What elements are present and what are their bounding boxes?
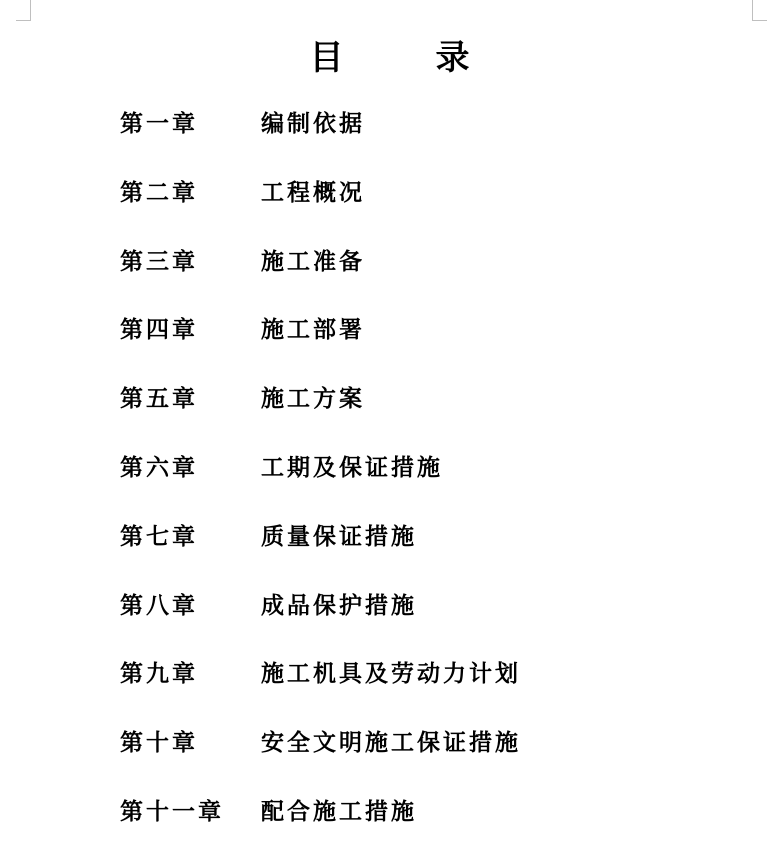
toc-entry bbox=[120, 379, 740, 448]
title-char-2: 录 bbox=[435, 38, 470, 78]
chapter-number: 第三章 bbox=[120, 247, 198, 275]
toc-entry bbox=[120, 654, 740, 723]
toc-entry bbox=[120, 723, 740, 792]
chapter-title: 编制依据 bbox=[261, 110, 365, 137]
chapter-number: 第一章 bbox=[120, 110, 198, 137]
chapter-title: 成品保护措施 bbox=[261, 591, 417, 619]
chapter-title: 质量保证措施 bbox=[261, 522, 417, 550]
chapter-number: 第十一章 bbox=[120, 797, 224, 825]
toc-entry bbox=[120, 310, 740, 379]
toc-entry bbox=[120, 586, 740, 655]
toc-entry bbox=[120, 242, 740, 311]
crop-mark-right bbox=[752, 0, 767, 21]
toc-entry bbox=[120, 517, 740, 586]
toc-list bbox=[120, 104, 740, 861]
chapter-title: 施工准备 bbox=[261, 247, 365, 275]
crop-mark-left bbox=[16, 0, 31, 21]
chapter-title: 配合施工措施 bbox=[261, 797, 417, 825]
chapter-number: 第四章 bbox=[120, 316, 198, 344]
chapter-title: 安全文明施工保证措施 bbox=[261, 729, 521, 757]
toc-entry bbox=[120, 792, 740, 861]
toc-entry bbox=[120, 104, 740, 173]
chapter-number: 第二章 bbox=[120, 178, 198, 206]
chapter-number: 第七章 bbox=[120, 522, 198, 550]
page-title bbox=[0, 36, 779, 80]
chapter-title: 工程概况 bbox=[261, 178, 365, 206]
toc-entry bbox=[120, 173, 740, 242]
chapter-title: 施工机具及劳动力计划 bbox=[261, 660, 521, 688]
chapter-number: 第八章 bbox=[120, 591, 198, 619]
chapter-number: 第十章 bbox=[120, 729, 198, 757]
chapter-number: 第九章 bbox=[120, 660, 198, 688]
toc-entry bbox=[120, 448, 740, 517]
chapter-title: 施工方案 bbox=[261, 385, 365, 413]
chapter-number: 第六章 bbox=[120, 453, 198, 481]
title-char-1: 目 bbox=[309, 38, 344, 78]
chapter-title: 工期及保证措施 bbox=[261, 453, 443, 481]
chapter-number: 第五章 bbox=[120, 385, 198, 413]
chapter-title: 施工部署 bbox=[261, 316, 365, 344]
